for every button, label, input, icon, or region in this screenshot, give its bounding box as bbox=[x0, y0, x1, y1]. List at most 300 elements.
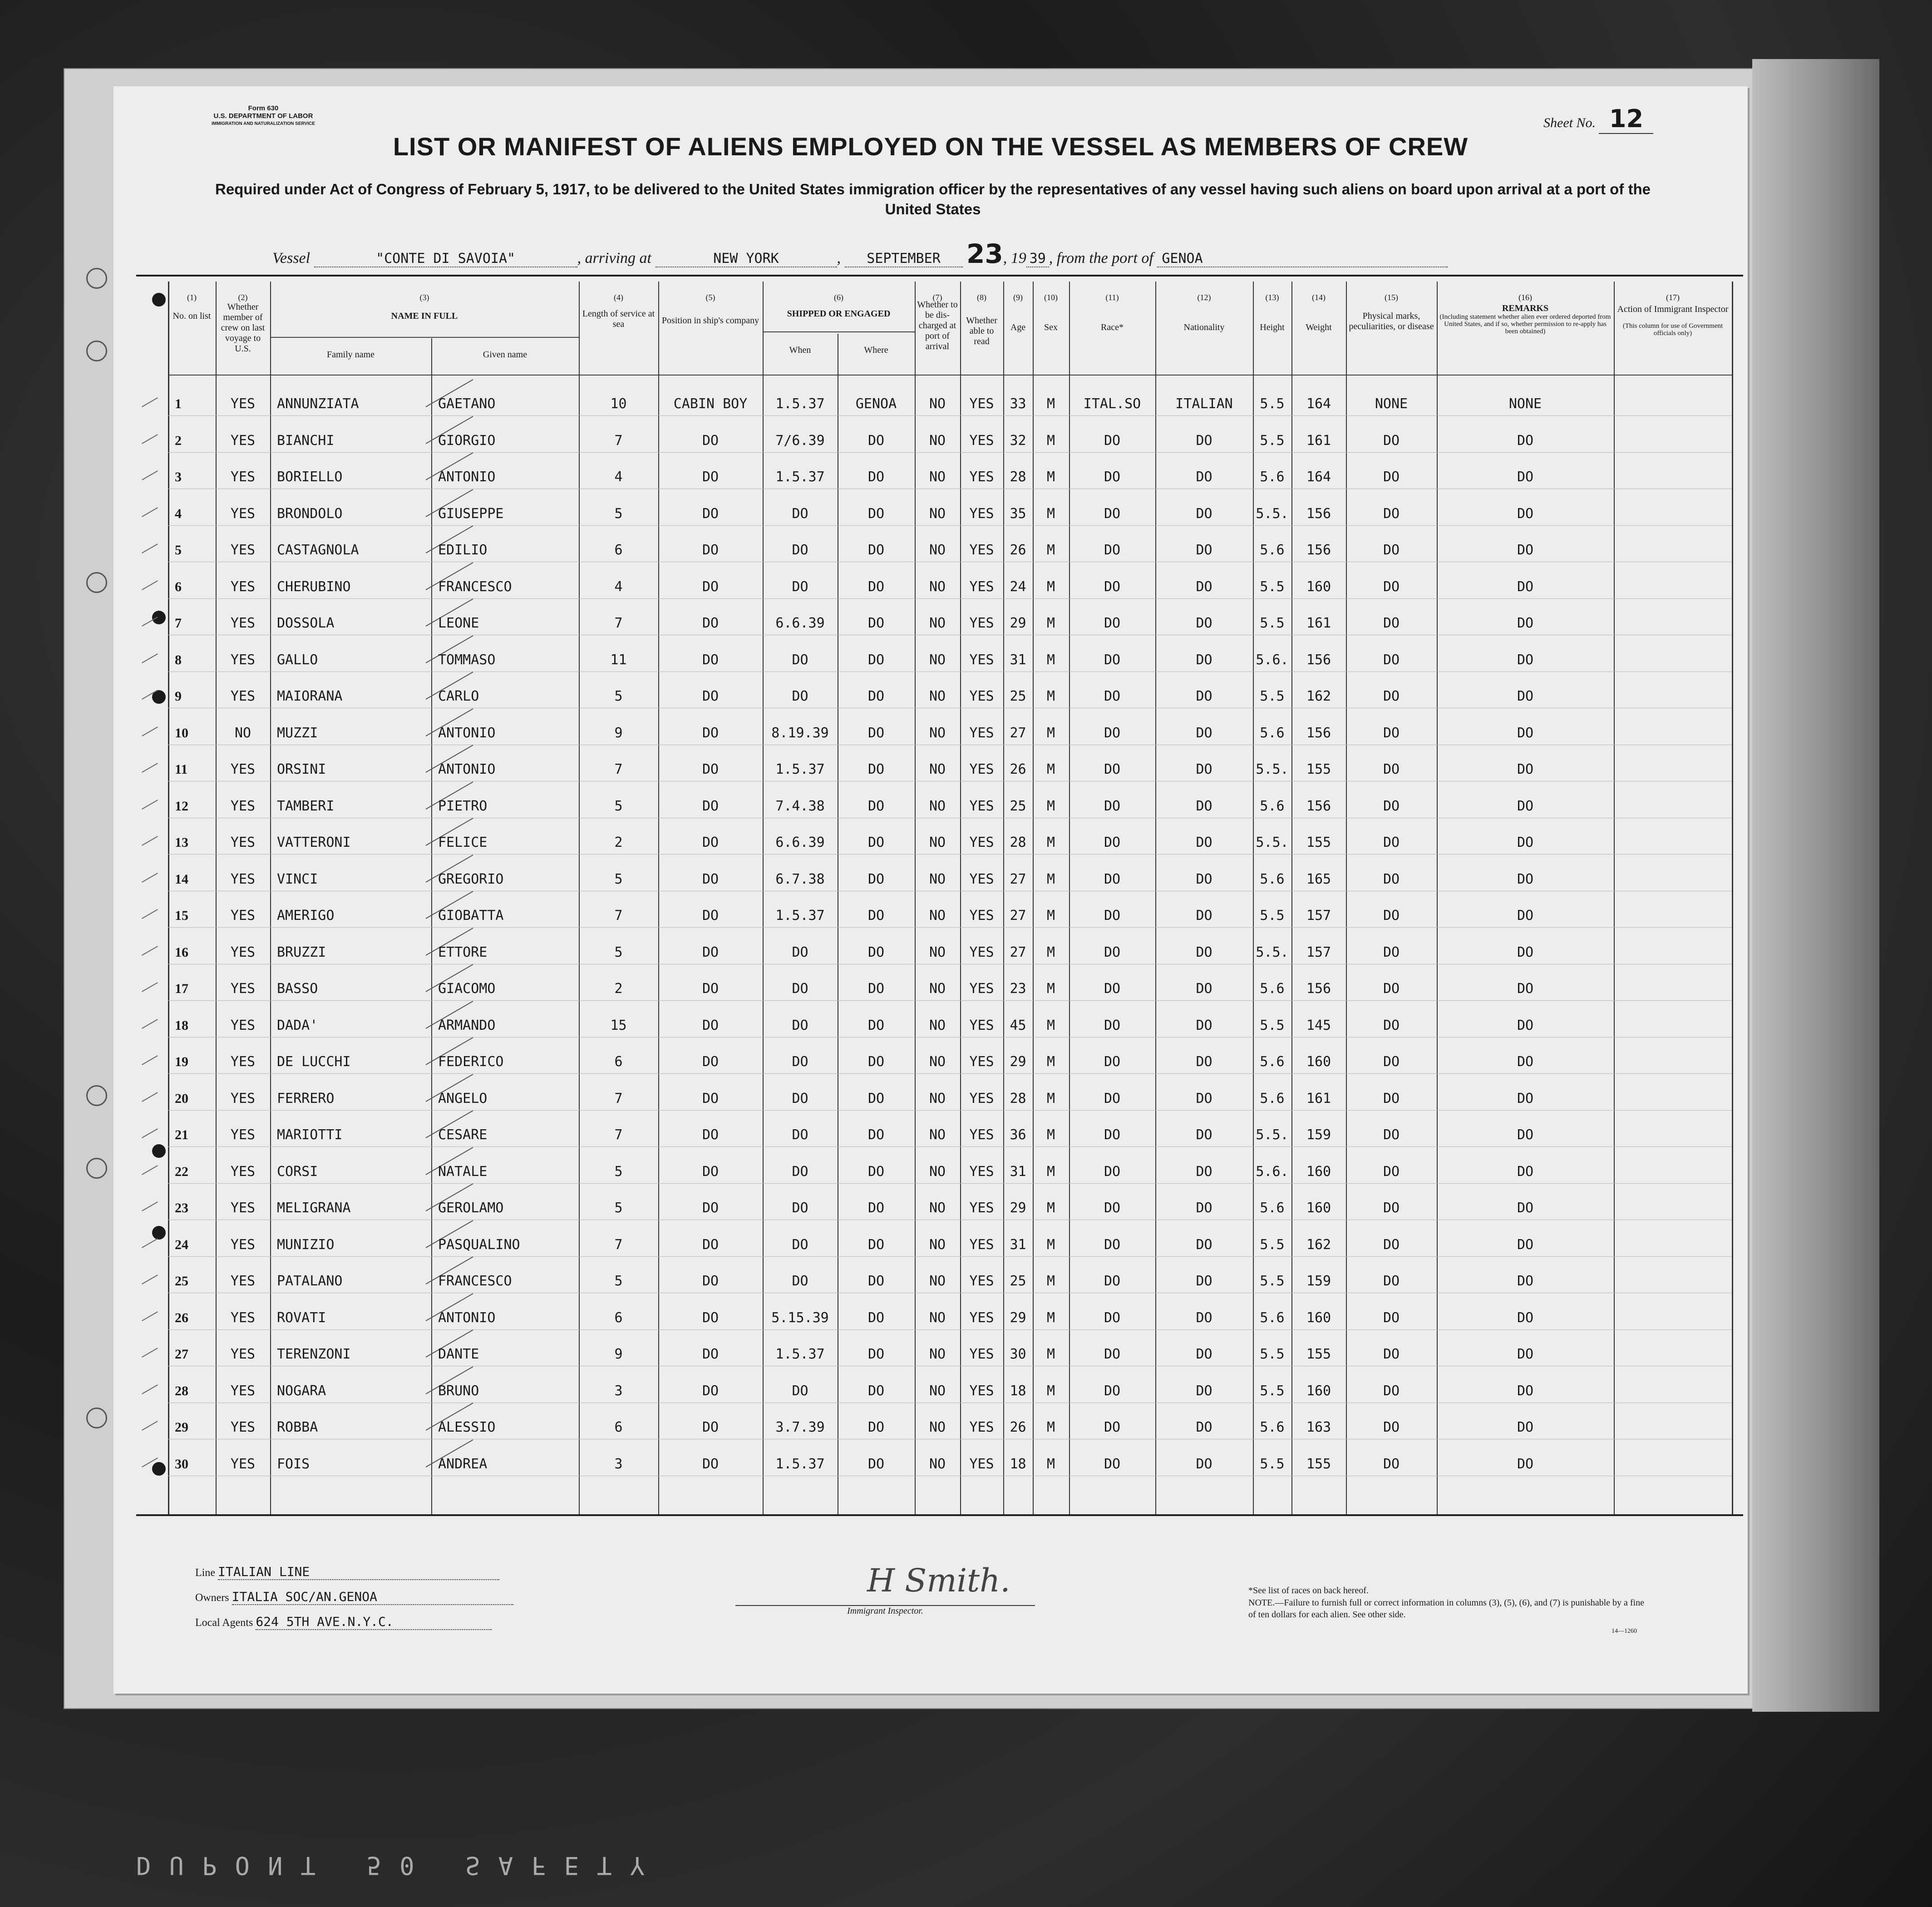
table-cell: DO bbox=[1196, 505, 1212, 522]
table-cell: DO bbox=[702, 652, 719, 668]
header-where: Where bbox=[864, 345, 888, 355]
table-cell: ANTONIO bbox=[438, 1309, 496, 1326]
table-cell: DO bbox=[702, 1273, 719, 1289]
check-tick bbox=[142, 1092, 158, 1102]
table-cell: DO bbox=[702, 871, 719, 887]
column-number: (7) bbox=[932, 293, 942, 302]
table-cell: 160 bbox=[1306, 1054, 1331, 1070]
table-cell: 5.5 bbox=[1260, 1017, 1285, 1033]
row-number: 4 bbox=[175, 506, 182, 521]
vessel-name: "CONTE DI SAVOIA" bbox=[314, 251, 577, 267]
table-cell: NO bbox=[929, 1127, 946, 1143]
table-cell: DO bbox=[1104, 798, 1121, 814]
line-value: ITALIAN LINE bbox=[218, 1564, 499, 1580]
table-cell: 5.5. bbox=[1256, 761, 1289, 777]
table-cell: 159 bbox=[1306, 1273, 1331, 1289]
table-cell: YES bbox=[230, 1456, 256, 1472]
check-tick bbox=[142, 726, 158, 736]
table-cell: DO bbox=[1383, 615, 1400, 631]
table-cell: DO bbox=[1517, 798, 1534, 814]
table-cell: PASQUALINO bbox=[438, 1236, 520, 1253]
table-cell: 7/6.39 bbox=[775, 432, 825, 449]
table-cell: YES bbox=[230, 944, 256, 960]
line-field bbox=[195, 1564, 499, 1580]
table-cell: YES bbox=[230, 981, 256, 997]
table-cell: YES bbox=[230, 1163, 256, 1180]
check-tick bbox=[142, 946, 158, 956]
table-cell: TOMMASO bbox=[438, 652, 496, 668]
table-cell: 35 bbox=[1010, 505, 1026, 522]
table-cell: DO bbox=[1517, 1309, 1534, 1326]
table-cell: 5 bbox=[614, 1200, 623, 1216]
table-cell: DO bbox=[1104, 835, 1121, 850]
table-cell: 155 bbox=[1306, 761, 1331, 777]
table-cell: 161 bbox=[1306, 432, 1331, 449]
table-cell: FERRERO bbox=[277, 1090, 335, 1107]
table-cell: 5.6. bbox=[1256, 652, 1289, 668]
table-cell: 7 bbox=[614, 1236, 623, 1253]
table-cell: 29 bbox=[1010, 615, 1026, 631]
header-action: Action of Immigrant Inspector bbox=[1617, 304, 1729, 314]
table-cell: 5 bbox=[614, 505, 623, 522]
table-cell: ANDREA bbox=[438, 1456, 488, 1472]
table-cell: 25 bbox=[1010, 798, 1026, 814]
table-cell: YES bbox=[969, 908, 994, 924]
table-cell: 163 bbox=[1306, 1419, 1331, 1435]
table-cell: DO bbox=[1517, 1346, 1534, 1362]
table-cell: 7 bbox=[614, 1127, 623, 1143]
row-rule bbox=[168, 1146, 1732, 1147]
name-header-rule bbox=[270, 337, 579, 338]
table-cell: 5.5. bbox=[1256, 505, 1289, 522]
table-cell: DO bbox=[1104, 1054, 1121, 1070]
table-cell: DO bbox=[1104, 1419, 1121, 1435]
table-cell: DO bbox=[1517, 1054, 1534, 1070]
table-cell: 6 bbox=[614, 1309, 623, 1326]
table-cell: M bbox=[1046, 761, 1055, 777]
table-cell: DO bbox=[867, 1419, 885, 1435]
table-cell: 7.4.38 bbox=[775, 798, 825, 814]
table-cell: YES bbox=[230, 615, 256, 631]
table-cell: DO bbox=[792, 688, 808, 704]
table-cell: 5.5 bbox=[1260, 396, 1285, 412]
check-tick bbox=[142, 1384, 158, 1394]
table-cell: DO bbox=[1517, 1163, 1534, 1180]
table-cell: DO bbox=[1104, 652, 1121, 668]
table-cell: DO bbox=[702, 1383, 719, 1399]
table-cell: 1.5.37 bbox=[775, 1456, 825, 1472]
table-cell: DO bbox=[792, 1383, 808, 1399]
table-cell: YES bbox=[969, 1346, 994, 1362]
punch-hole bbox=[152, 1226, 166, 1240]
table-cell: 6.6.39 bbox=[775, 835, 825, 850]
check-tick bbox=[142, 1128, 158, 1138]
table-cell: M bbox=[1046, 1456, 1055, 1472]
column-number: (12) bbox=[1197, 293, 1211, 302]
table-cell: DO bbox=[867, 1383, 885, 1399]
header-physical: Physical marks, peculiarities, or disease bbox=[1349, 311, 1434, 331]
table-cell: YES bbox=[969, 761, 994, 777]
table-cell: DO bbox=[1196, 725, 1212, 741]
table-cell: NO bbox=[929, 1383, 946, 1399]
from-label: , from the port of bbox=[1049, 250, 1153, 267]
table-cell: DO bbox=[1104, 1383, 1121, 1399]
check-tick bbox=[142, 1311, 158, 1321]
table-cell: DO bbox=[702, 908, 719, 924]
row-rule bbox=[168, 598, 1732, 599]
table-cell: DO bbox=[792, 981, 808, 997]
table-cell: 5.5 bbox=[1260, 1346, 1285, 1362]
table-cell: 5.5 bbox=[1260, 1273, 1285, 1289]
table-cell: 5 bbox=[614, 798, 623, 814]
table-cell: DO bbox=[1517, 835, 1534, 850]
table-cell: CESARE bbox=[438, 1127, 488, 1143]
table-cell: YES bbox=[230, 578, 256, 595]
table-cell: YES bbox=[230, 761, 256, 777]
table-cell: DO bbox=[1196, 432, 1212, 449]
table-cell: 5 bbox=[614, 1273, 623, 1289]
check-tick bbox=[142, 800, 158, 810]
table-cell: 5.6 bbox=[1260, 1200, 1285, 1216]
arrival-month: SEPTEMBER bbox=[845, 251, 963, 267]
table-cell: DO bbox=[1196, 908, 1212, 924]
table-cell: DO bbox=[1383, 981, 1400, 997]
table-cell: BIANCHI bbox=[277, 432, 335, 449]
table-cell: M bbox=[1046, 542, 1055, 558]
table-cell: 156 bbox=[1306, 798, 1331, 814]
table-cell: PATALANO bbox=[277, 1273, 343, 1289]
column-number: (2) bbox=[238, 293, 248, 302]
table-cell: M bbox=[1046, 1236, 1055, 1253]
table-cell: 31 bbox=[1010, 1163, 1026, 1180]
arrival-port: NEW YORK bbox=[656, 251, 837, 267]
table-cell: NO bbox=[929, 688, 946, 704]
races-note: *See list of races on back hereof. bbox=[1248, 1586, 1369, 1596]
row-number: 16 bbox=[175, 944, 188, 960]
table-cell: 6.6.39 bbox=[775, 615, 825, 631]
table-cell: 5.5 bbox=[1260, 1456, 1285, 1472]
table-cell: 1.5.37 bbox=[775, 396, 825, 412]
table-cell: YES bbox=[969, 1273, 994, 1289]
table-cell: 156 bbox=[1306, 652, 1331, 668]
agents-value: 624 5TH AVE.N.Y.C. bbox=[256, 1614, 492, 1630]
table-cell: YES bbox=[969, 652, 994, 668]
column-number: (13) bbox=[1265, 293, 1279, 302]
table-cell: DO bbox=[1517, 432, 1534, 449]
table-cell: NO bbox=[929, 871, 946, 887]
table-cell: NO bbox=[929, 542, 946, 558]
form-id-block bbox=[172, 104, 354, 128]
table-cell: DO bbox=[1104, 469, 1121, 485]
table-cell: DO bbox=[1383, 688, 1400, 704]
table-cell: CARLO bbox=[438, 688, 479, 704]
table-cell: YES bbox=[969, 432, 994, 449]
table-cell: 7 bbox=[614, 1090, 623, 1107]
table-cell: DADA' bbox=[277, 1017, 318, 1033]
table-cell: M bbox=[1046, 432, 1055, 449]
table-cell: 7 bbox=[614, 432, 623, 449]
table-cell: DO bbox=[792, 1200, 808, 1216]
table-cell: DO bbox=[792, 1163, 808, 1180]
table-cell: DO bbox=[1383, 944, 1400, 960]
table-cell: 5.6 bbox=[1260, 1419, 1285, 1435]
table-cell: YES bbox=[230, 871, 256, 887]
header-given-name: Given name bbox=[483, 350, 527, 360]
table-cell: DO bbox=[1383, 1346, 1400, 1362]
table-cell: DO bbox=[702, 578, 719, 595]
row-number: 6 bbox=[175, 579, 182, 594]
punch-hole bbox=[86, 572, 107, 593]
table-cell: 156 bbox=[1306, 542, 1331, 558]
table-cell: 23 bbox=[1010, 981, 1026, 997]
table-cell: 1.5.37 bbox=[775, 761, 825, 777]
table-cell: DO bbox=[867, 615, 885, 631]
check-tick bbox=[142, 470, 158, 480]
table-cell: DO bbox=[1196, 981, 1212, 997]
table-cell: YES bbox=[230, 469, 256, 485]
row-number: 8 bbox=[175, 652, 182, 667]
table-cell: 30 bbox=[1010, 1346, 1026, 1362]
table-cell: YES bbox=[230, 908, 256, 924]
table-cell: EDILIO bbox=[438, 542, 488, 558]
header-position: Position in ship's company bbox=[661, 316, 759, 326]
table-cell: NO bbox=[929, 652, 946, 668]
form-number: Form 630 bbox=[248, 104, 279, 112]
table-cell: DO bbox=[702, 688, 719, 704]
table-cell: DO bbox=[702, 761, 719, 777]
table-cell: YES bbox=[969, 835, 994, 850]
table-cell: DO bbox=[1383, 1017, 1400, 1033]
manifest-sheet bbox=[113, 86, 1748, 1694]
table-cell: NO bbox=[929, 798, 946, 814]
owners-field bbox=[195, 1589, 513, 1605]
table-cell: 5.5 bbox=[1260, 1383, 1285, 1399]
table-cell: CHERUBINO bbox=[277, 578, 351, 595]
table-cell: DO bbox=[867, 1456, 885, 1472]
check-tick bbox=[142, 397, 158, 407]
table-cell: DO bbox=[1104, 1090, 1121, 1107]
table-cell: NO bbox=[929, 432, 946, 449]
column-number: (1) bbox=[187, 293, 197, 302]
table-cell: DO bbox=[1383, 578, 1400, 595]
table-cell: NO bbox=[929, 1419, 946, 1435]
table-cell: 5.5 bbox=[1260, 615, 1285, 631]
table-cell: YES bbox=[969, 1127, 994, 1143]
table-cell: DO bbox=[702, 469, 719, 485]
sheet-number-label: Sheet No. bbox=[1543, 115, 1596, 130]
table-cell: YES bbox=[969, 725, 994, 741]
table-cell: DO bbox=[1196, 798, 1212, 814]
table-cell: 36 bbox=[1010, 1127, 1026, 1143]
page-subtitle: Required under Act of Congress of February 5, 1917, to be delivered to the United States immigration officer by the representatives of any vessel having such aliens on board upon arrival at a port of the United States bbox=[215, 181, 1651, 217]
table-cell: NO bbox=[929, 1163, 946, 1180]
row-number: 13 bbox=[175, 835, 188, 850]
table-cell: M bbox=[1046, 578, 1055, 595]
table-cell: DO bbox=[867, 981, 885, 997]
table-cell: YES bbox=[969, 615, 994, 631]
table-cell: DO bbox=[702, 944, 719, 960]
table-cell: GEROLAMO bbox=[438, 1200, 504, 1216]
table-cell: 27 bbox=[1010, 908, 1026, 924]
column-number: (6) bbox=[834, 293, 843, 302]
table-cell: DO bbox=[1517, 981, 1534, 997]
table-cell: DO bbox=[1104, 1346, 1121, 1362]
service-name: IMMIGRATION AND NATURALIZATION SERVICE bbox=[212, 121, 315, 126]
table-cell: DO bbox=[1104, 1200, 1121, 1216]
table-cell: YES bbox=[230, 652, 256, 668]
table-cell: 28 bbox=[1010, 469, 1026, 485]
table-cell: DO bbox=[792, 944, 808, 960]
department-name: U.S. DEPARTMENT OF LABOR bbox=[213, 112, 313, 120]
table-cell: YES bbox=[969, 1236, 994, 1253]
table-cell: M bbox=[1046, 871, 1055, 887]
column-number: (11) bbox=[1105, 293, 1119, 302]
row-rule bbox=[168, 1073, 1732, 1074]
table-cell: DO bbox=[1104, 432, 1121, 449]
table-cell: 5.5 bbox=[1260, 908, 1285, 924]
table-cell: DO bbox=[1517, 1273, 1534, 1289]
punch-hole bbox=[152, 1462, 166, 1476]
table-cell: DO bbox=[867, 835, 885, 850]
table-cell: M bbox=[1046, 1273, 1055, 1289]
table-cell: DO bbox=[702, 542, 719, 558]
arrival-year: 39 bbox=[1026, 251, 1049, 267]
table-cell: GREGORIO bbox=[438, 871, 504, 887]
row-number: 17 bbox=[175, 981, 188, 996]
table-cell: YES bbox=[230, 1054, 256, 1070]
check-tick bbox=[142, 982, 158, 992]
table-cell: VINCI bbox=[277, 871, 318, 887]
column-number: (4) bbox=[614, 293, 623, 302]
table-cell: DANTE bbox=[438, 1346, 479, 1362]
table-cell: 8.19.39 bbox=[771, 725, 829, 741]
table-cell: CASTAGNOLA bbox=[277, 542, 359, 558]
table-cell: NO bbox=[929, 396, 946, 412]
table-cell: DO bbox=[1517, 469, 1534, 485]
table-cell: DO bbox=[1383, 1383, 1400, 1399]
table-cell: DO bbox=[1383, 542, 1400, 558]
table-cell: DO bbox=[867, 1200, 885, 1216]
table-cell: DO bbox=[867, 505, 885, 522]
table-cell: 18 bbox=[1010, 1383, 1026, 1399]
table-cell: 26 bbox=[1010, 761, 1026, 777]
table-cell: MUZZI bbox=[277, 725, 318, 741]
column-number: (15) bbox=[1385, 293, 1398, 302]
row-number: 22 bbox=[175, 1164, 188, 1179]
sheet-number bbox=[1543, 104, 1653, 134]
table-cell: DO bbox=[1196, 1200, 1212, 1216]
table-cell: DO bbox=[1517, 615, 1534, 631]
column-number: (17) bbox=[1666, 293, 1680, 302]
table-cell: 31 bbox=[1010, 1236, 1026, 1253]
table-cell: YES bbox=[230, 1273, 256, 1289]
table-cell: DO bbox=[1196, 1017, 1212, 1033]
table-cell: M bbox=[1046, 908, 1055, 924]
table-cell: DE LUCCHI bbox=[277, 1054, 351, 1070]
table-cell: M bbox=[1046, 1309, 1055, 1326]
table-cell: DO bbox=[702, 835, 719, 850]
table-cell: DO bbox=[702, 981, 719, 997]
header-remarks: REMARKS bbox=[1502, 303, 1549, 313]
table-cell: 5.6 bbox=[1260, 871, 1285, 887]
table-cell: 5.6. bbox=[1256, 1163, 1289, 1180]
header-height: Height bbox=[1260, 322, 1285, 332]
page-title: LIST OR MANIFEST OF ALIENS EMPLOYED ON THE VESSEL AS MEMBERS OF CREW bbox=[393, 132, 1469, 161]
table-cell: NO bbox=[929, 835, 946, 850]
table-cell: DO bbox=[1517, 908, 1534, 924]
table-cell: DO bbox=[867, 1017, 885, 1033]
table-cell: M bbox=[1046, 1383, 1055, 1399]
table-cell: 7 bbox=[614, 761, 623, 777]
table-cell: 3 bbox=[614, 1456, 623, 1472]
table-cell: DO bbox=[792, 652, 808, 668]
table-cell: DO bbox=[1383, 871, 1400, 887]
punch-hole bbox=[86, 1085, 107, 1106]
table-cell: DO bbox=[1383, 652, 1400, 668]
table-cell: YES bbox=[230, 542, 256, 558]
table-cell: DO bbox=[792, 1017, 808, 1033]
film-edge-text: DUPONT 50 SAFETY bbox=[136, 1851, 663, 1880]
table-cell: DO bbox=[1196, 1236, 1212, 1253]
row-number: 7 bbox=[175, 616, 182, 631]
row-number: 23 bbox=[175, 1201, 188, 1215]
table-cell: 32 bbox=[1010, 432, 1026, 449]
table-cell: 5.5 bbox=[1260, 1236, 1285, 1253]
table-cell: DO bbox=[1196, 615, 1212, 631]
table-cell: YES bbox=[230, 1346, 256, 1362]
check-tick bbox=[142, 763, 158, 773]
table-cell: ROVATI bbox=[277, 1309, 326, 1326]
header-remarks-note: (Including statement whether alien ever ordered deported from United States, and if so, whether permission to re-apply has been obtained) bbox=[1439, 313, 1611, 335]
header-no-on-list: No. on list bbox=[172, 311, 211, 321]
table-cell: DO bbox=[1383, 1127, 1400, 1143]
table-cell: MELIGRANA bbox=[277, 1200, 351, 1216]
table-cell: FELICE bbox=[438, 835, 488, 850]
table-cell: 156 bbox=[1306, 725, 1331, 741]
row-rule bbox=[168, 452, 1732, 453]
row-rule bbox=[168, 854, 1732, 855]
table-cell: 5 bbox=[614, 871, 623, 887]
check-tick bbox=[142, 1165, 158, 1175]
check-tick bbox=[142, 1055, 158, 1065]
table-cell: NO bbox=[929, 908, 946, 924]
table-cell: 5.6 bbox=[1260, 725, 1285, 741]
table-cell: 6 bbox=[614, 1054, 623, 1070]
table-cell: 9 bbox=[614, 1346, 623, 1362]
table-cell: YES bbox=[969, 1017, 994, 1033]
table-cell: DO bbox=[867, 1309, 885, 1326]
table-cell: DO bbox=[1104, 1017, 1121, 1033]
column-number: (10) bbox=[1044, 293, 1058, 302]
table-cell: 164 bbox=[1306, 469, 1331, 485]
table-cell: 28 bbox=[1010, 1090, 1026, 1107]
table-cell: NONE bbox=[1508, 396, 1542, 412]
row-number: 9 bbox=[175, 689, 182, 704]
column-number: (9) bbox=[1013, 293, 1023, 302]
table-cell: DO bbox=[867, 1346, 885, 1362]
row-number: 30 bbox=[175, 1456, 188, 1472]
table-cell: DO bbox=[792, 1090, 808, 1107]
table-cell: NO bbox=[929, 578, 946, 595]
check-tick bbox=[142, 1348, 158, 1358]
table-cell: DO bbox=[1196, 688, 1212, 704]
row-number: 14 bbox=[175, 871, 188, 887]
table-cell: MAIORANA bbox=[277, 688, 343, 704]
table-cell: DOSSOLA bbox=[277, 615, 335, 631]
row-rule bbox=[168, 1183, 1732, 1184]
table-cell: FEDERICO bbox=[438, 1054, 504, 1070]
check-tick bbox=[142, 1275, 158, 1285]
